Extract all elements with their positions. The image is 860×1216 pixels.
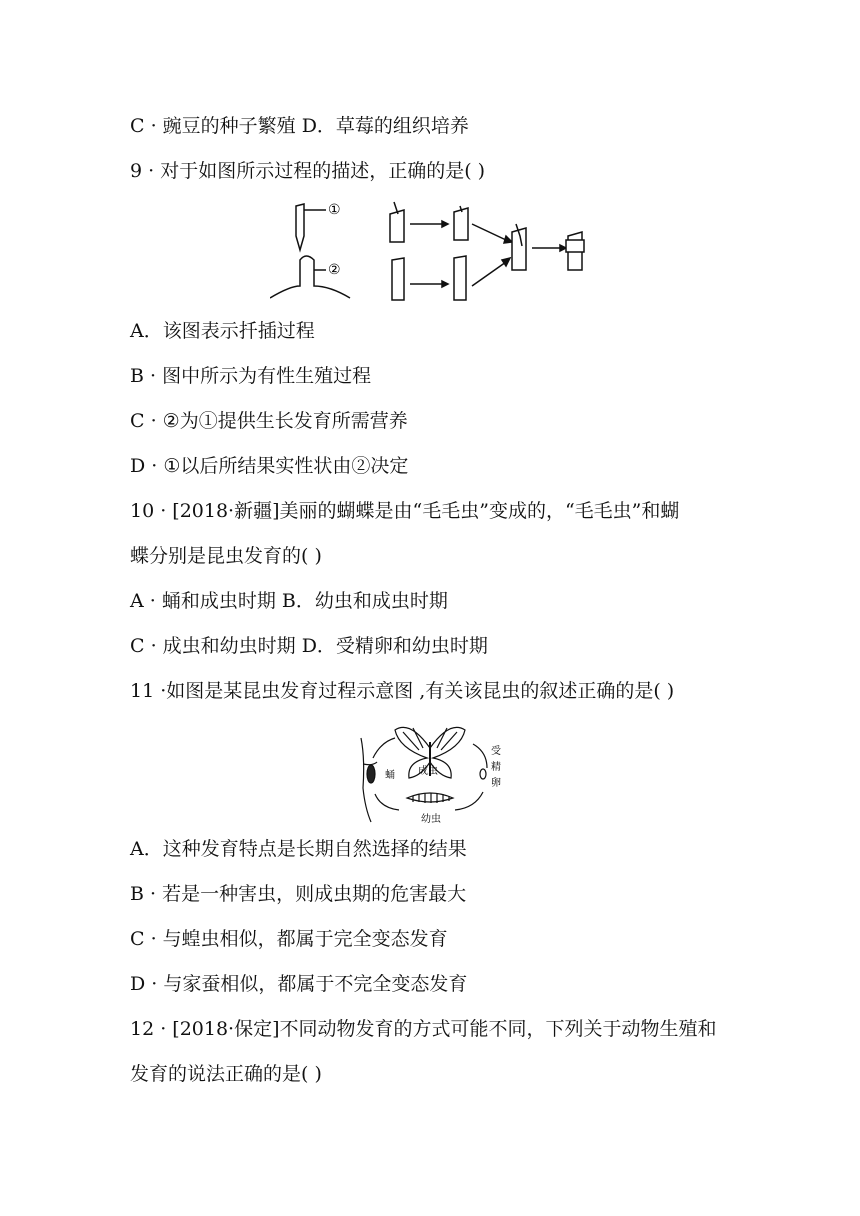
label-stock: ②	[328, 262, 341, 278]
q11-stem: 11 ·如图是某昆虫发育过程示意图 ,有关该昆虫的叙述正确的是( )	[130, 680, 675, 702]
label-larva: 幼虫	[421, 814, 441, 825]
q9-option-c: C · ②为①提供生长发育所需营养	[130, 410, 408, 432]
q11-option-c: C · 与蝗虫相似，都属于完全变态发育	[130, 928, 448, 950]
label-egg-2: 精	[491, 762, 501, 773]
larva-shape	[407, 793, 453, 802]
life-cycle-figure	[355, 718, 505, 828]
q9-stem: 9 · 对于如图所示过程的描述，正确的是( )	[130, 160, 486, 182]
label-egg-1: 受	[491, 746, 501, 757]
label-adult: 成虫	[418, 766, 438, 777]
q10-options-ab: A · 蛹和成虫时期 B．幼虫和成虫时期	[130, 590, 448, 612]
q10-options-cd: C · 成虫和幼虫时期 D．受精卵和幼虫时期	[130, 635, 488, 657]
q9-option-b: B · 图中所示为有性生殖过程	[130, 365, 372, 387]
q11-option-a: A．这种发育特点是长期自然选择的结果	[130, 838, 467, 860]
grafting-figure	[270, 196, 600, 304]
scion-shape	[296, 204, 304, 250]
q12-stem-line2: 发育的说法正确的是( )	[130, 1063, 322, 1085]
label-scion: ①	[328, 202, 341, 218]
q11-option-b: B · 若是一种害虫，则成虫期的危害最大	[130, 883, 467, 905]
q11-option-d: D · 与家蚕相似，都属于不完全变态发育	[130, 973, 468, 995]
label-pupa: 蛹	[385, 770, 395, 781]
q8-options-cd: C · 豌豆的种子繁殖 D．草莓的组织培养	[130, 115, 469, 137]
q9-option-d: D · ①以后所结果实性状由②决定	[130, 455, 409, 477]
q12-stem-line1: 12 · [2018·保定]不同动物发育的方式可能不同，下列关于动物生殖和	[130, 1018, 717, 1040]
label-egg-3: 卵	[491, 778, 501, 789]
q10-stem-line1: 10 · [2018·新疆]美丽的蝴蝶是由“毛毛虫”变成的，“毛毛虫”和蝴	[130, 500, 680, 522]
q10-stem-line2: 蝶分别是昆虫发育的( )	[130, 545, 322, 567]
pupa-shape	[367, 765, 375, 783]
q9-option-a: A．该图表示扦插过程	[130, 320, 315, 342]
